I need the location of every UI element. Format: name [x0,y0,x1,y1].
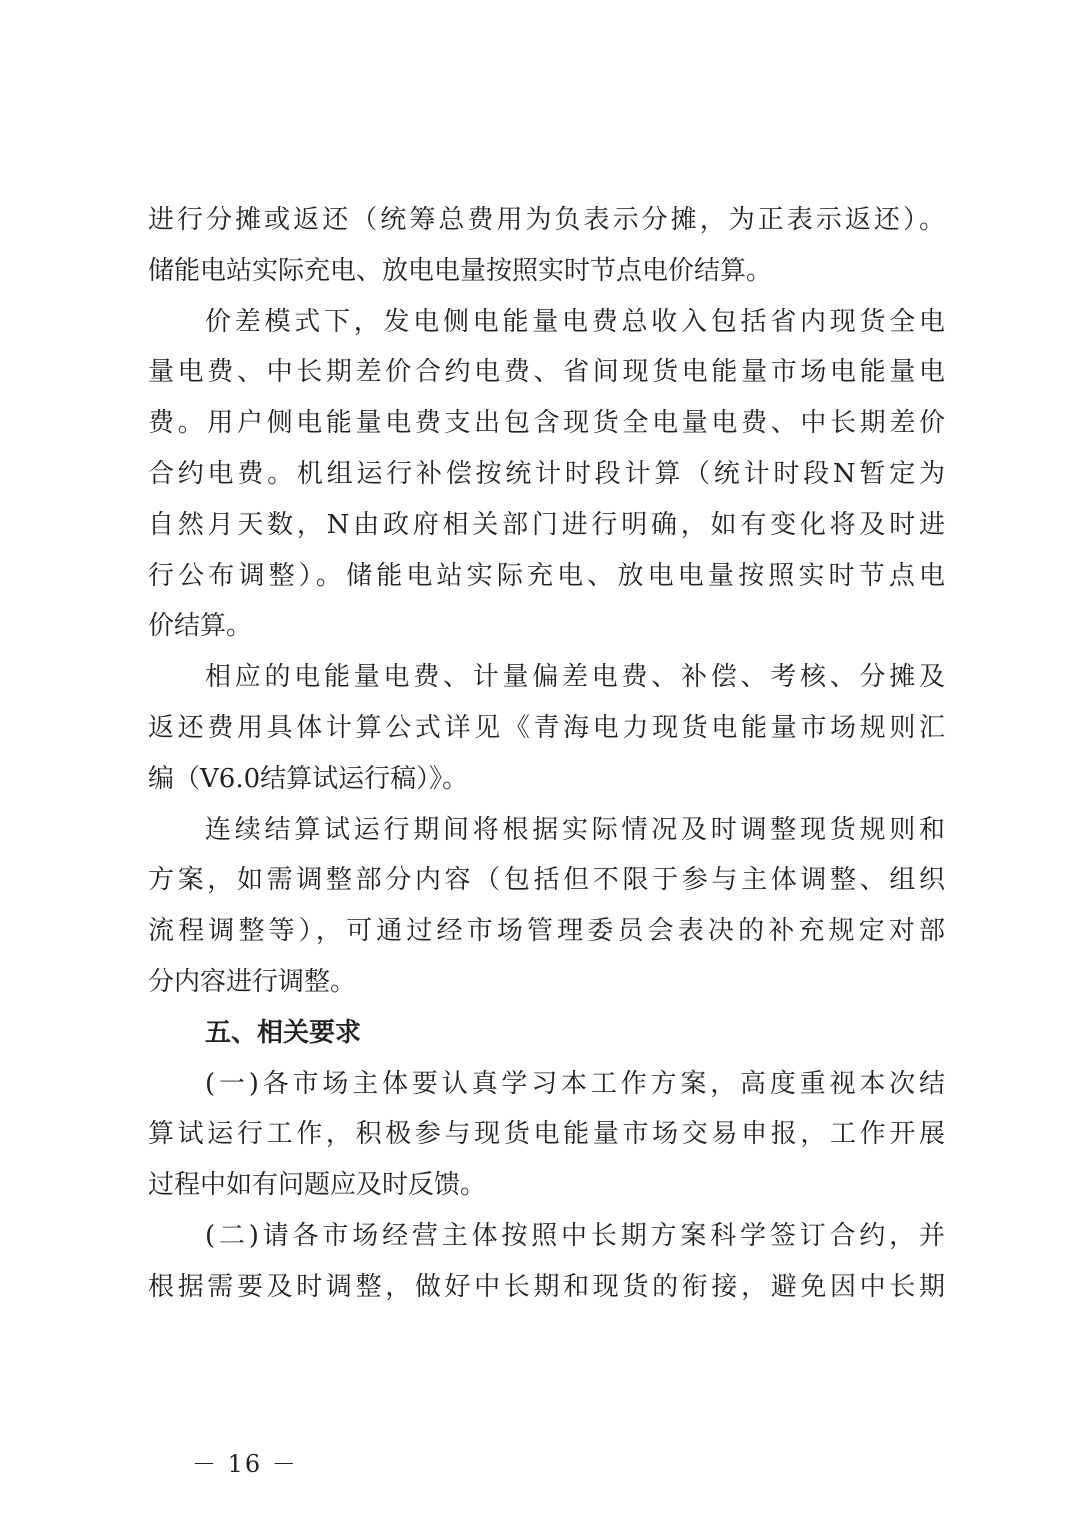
text-line: 储能电站实际充电、放电电量按照实时节点电价结算。 [148,255,773,286]
text-line: 价差模式下，发电侧电能量电费总收入包括省内现货全电 [205,306,945,337]
text-line: (一)各市场主体要认真学习本工作方案，高度重视本次结 [205,1068,945,1099]
text-line: 行公布调整）。储能电站实际充电、放电电量按照实时节点电 [148,560,945,591]
text-line: 方案，如需调整部分内容（包括但不限于参与主体调整、组织 [148,865,945,896]
text-line: (二)请各市场经营主体按照中长期方案科学签订合约，并 [205,1220,945,1251]
section-heading: 五、相关要求 [205,1017,362,1048]
text-line: 自然月天数，N由政府相关部门进行明确，如有变化将及时进 [148,509,945,540]
page-number: － 16 － [192,1450,298,1478]
text-line: 价结算。 [148,611,253,642]
text-line: 费。用户侧电能量电费支出包含现货全电量电费、中长期差价 [148,408,945,439]
document-body [148,195,945,1313]
text-line: 相应的电能量电费、计量偏差电费、补偿、考核、分摊及 [205,662,945,693]
text-line: 分内容进行调整。 [148,966,357,997]
text-line: 编（V6.0结算试运行稿）》。 [148,763,469,794]
text-line: 量电费、中长期差价合约电费、省间现货电能量市场电能量电 [148,357,945,388]
text-line: 进行分摊或返还（统筹总费用为负表示分摊，为正表示返还）。 [148,205,945,235]
text-line: 流程调整等），可通过经市场管理委员会表决的补充规定对部 [148,916,945,947]
text-line: 过程中如有问题应及时反馈。 [148,1170,487,1201]
text-line: 合约电费。机组运行补偿按统计时段计算（统计时段N暂定为 [148,458,945,489]
text-line: 根据需要及时调整，做好中长期和现货的衔接，避免因中长期 [148,1271,945,1302]
text-line: 算试运行工作，积极参与现货电能量市场交易申报，工作开展 [148,1119,945,1150]
text-line: 连续结算试运行期间将根据实际情况及时调整现货规则和 [205,814,945,845]
text-line: 返还费用具体计算公式详见《青海电力现货电能量市场规则汇 [148,712,945,743]
